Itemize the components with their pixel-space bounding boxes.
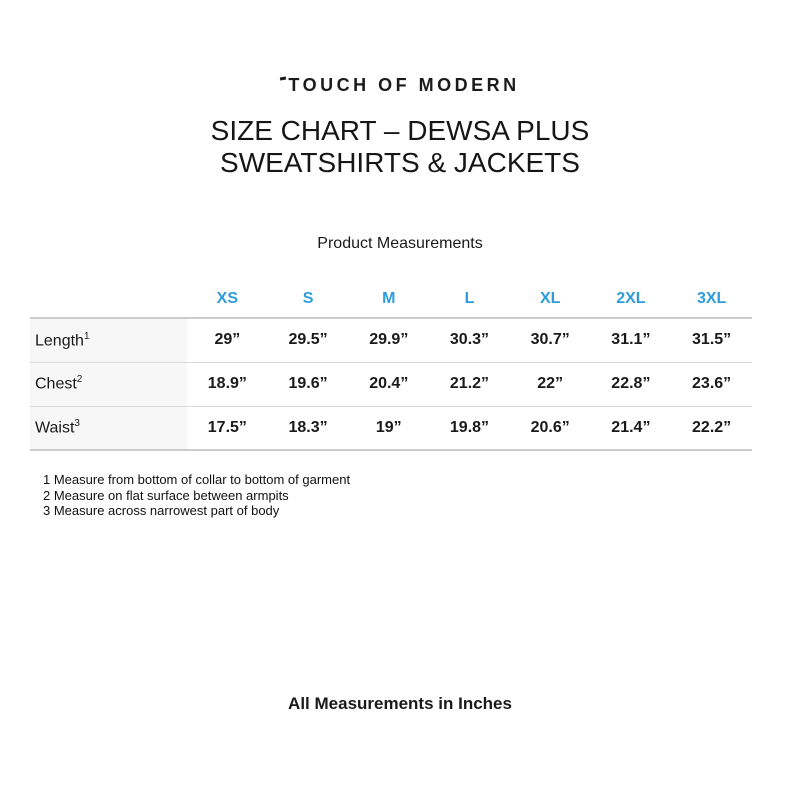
table-row-length [30,318,752,362]
measurement-value-cell: 30.7” [530,331,570,349]
measurement-value-cell: 17.5” [207,418,247,436]
footnote-ref: 2 [76,374,83,386]
measurement-value-cell: 22.2” [692,418,732,436]
size-column-header-2xl: 2XL [616,289,646,307]
brand-logo [0,75,800,96]
row-label-text: Waist [35,419,75,437]
row-label-text: Chest [35,375,77,393]
units-note: All Measurements in Inches [288,694,512,713]
measurement-value-cell: 22” [537,375,564,392]
measurement-value-cell: 19.6” [288,375,328,392]
measurement-value-cell: 31.1” [611,331,651,349]
row-label-text: Length [35,331,84,349]
footnote-2: 2 Measure on flat surface between armpits [43,487,289,503]
footnote-ref: 1 [83,330,90,342]
size-column-header-xl: XL [539,289,561,307]
measurement-value-cell: 30.3” [449,331,490,349]
measurement-value-cell: 23.6” [692,375,732,392]
measurement-row-label [30,318,187,362]
logo-tick-icon [280,77,286,81]
row-label-column-header [30,280,187,318]
measurement-row-label [30,362,187,406]
measurement-value-cell: 19” [375,418,402,436]
measurement-value-cell: 22.8” [611,375,651,392]
measurement-value-cell: 31.5” [692,331,732,349]
brand-logo-text: TOUCH OF MODERN [288,75,520,95]
page-title-line-1: SIZE CHART – DEWSA PLUS [210,115,590,146]
size-column-header-m: M [382,289,396,307]
measurement-value-cell: 29.5” [288,331,328,349]
table-row-chest [30,362,752,406]
footnote-3: 3 Measure across narrowest part of body [43,503,280,518]
measurement-value-cell: 29.9” [369,331,409,349]
measurement-value-cell: 18.9” [207,375,247,392]
size-measurements-table [30,280,752,451]
table-row-waist [30,406,752,450]
page-title-line-2: SWEATSHIRTS & JACKETS [220,147,580,178]
measurement-value-cell: 29” [214,331,241,349]
measurement-value-cell: 18.3” [288,418,328,436]
size-header-row [30,280,752,318]
footnote-ref: 3 [74,418,80,430]
measurement-value-cell: 21.4” [611,418,651,436]
size-table-header [30,280,752,318]
section-heading: Product Measurements [317,235,483,252]
footnote-1: 1 Measure from bottom of collar to bottom of garment [43,472,351,487]
size-column-header-s: S [302,289,314,307]
measurement-value-cell: 21.2” [449,375,490,392]
size-column-header-l: L [464,289,475,307]
measurement-value-cell: 20.4” [369,375,409,392]
size-column-header-xs: XS [216,289,239,307]
measurement-value-cell: 20.6” [530,418,570,436]
page-title [0,115,800,179]
size-column-header-3xl: 3XL [696,289,727,307]
footnotes-block [43,473,350,520]
measurement-value-cell: 19.8” [449,418,490,436]
measurement-row-label [30,406,187,450]
